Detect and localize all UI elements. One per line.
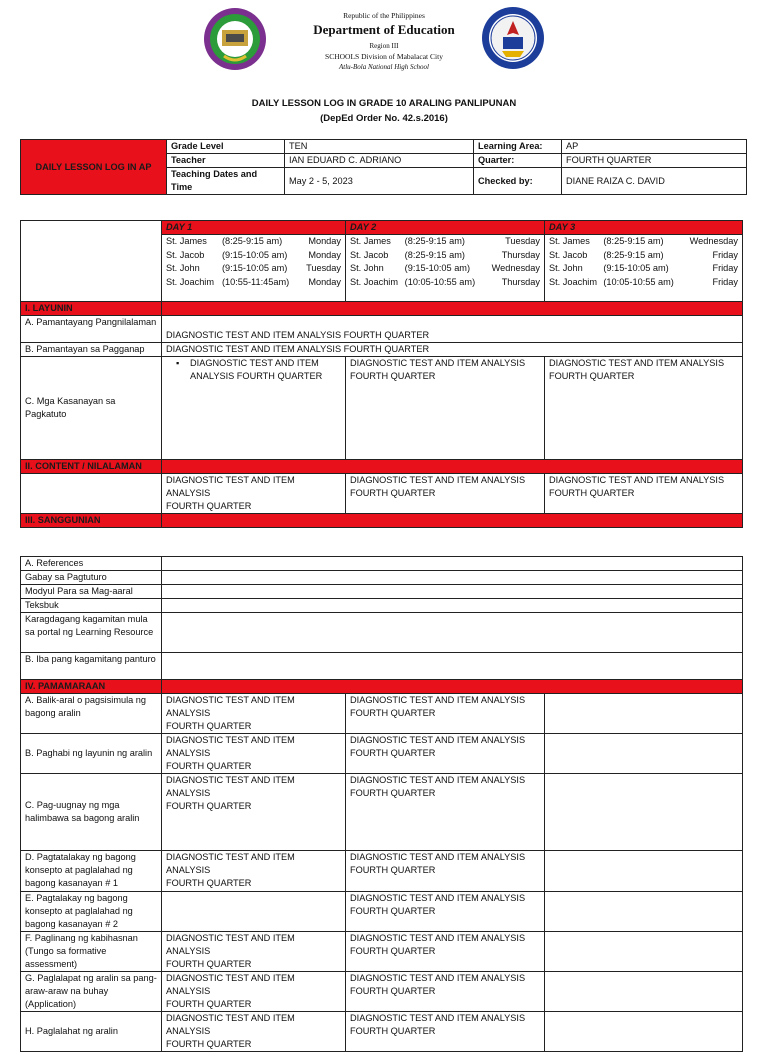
page-title: DAILY LESSON LOG IN GRADE 10 ARALING PANLIPUNAN — [251, 98, 517, 109]
section-day: Friday — [712, 249, 738, 260]
cell-line: FOURTH QUARTER — [350, 748, 436, 758]
cell-line: FOURTH QUARTER — [350, 946, 436, 956]
cell-paglalahat-day3 — [545, 1012, 743, 1052]
section-day: Monday — [308, 236, 341, 246]
content-label-blank — [21, 474, 162, 514]
label-paghabi: B. Paghabi ng layunin ng aralin — [21, 734, 162, 774]
deped-order: (DepEd Order No. 42.s.2016) — [320, 113, 448, 124]
cell-pamantayang: DIAGNOSTIC TEST AND ITEM ANALYSIS FOURTH QUARTER — [162, 316, 743, 343]
cell-kasanayan-day1 — [162, 357, 346, 460]
section-time: (8:25-9:15 am) — [603, 249, 664, 260]
cell-karagdagang — [162, 613, 743, 653]
cell-modyul — [162, 585, 743, 599]
label-kasanayan: C. Mga Kasanayan sa Pagkatuto — [21, 357, 162, 460]
cell-line: FOURTH QUARTER — [166, 801, 252, 811]
cell-line: DIAGNOSTIC TEST AND ITEM ANALYSIS — [350, 1013, 526, 1023]
cell-pagtalakay2-day3 — [545, 892, 743, 932]
section-sanggunian: III. SANGGUNIAN — [21, 514, 162, 528]
section-layunin-bar — [162, 302, 743, 316]
cell-line: DIAGNOSTIC TEST AND ITEM ANALYSIS — [350, 735, 526, 745]
schedule-day-3 — [549, 235, 738, 289]
cell-paglalapat-day1 — [162, 972, 346, 1012]
cell-line: DIAGNOSTIC TEST AND ITEM ANALYSIS — [166, 1013, 295, 1036]
label-teksbuk: Teksbuk — [21, 599, 162, 613]
cell-pagtalakay2-day2 — [346, 892, 545, 932]
cell-line: DIAGNOSTIC TEST AND ITEM ANALYSIS — [350, 893, 526, 903]
cell-line: DIAGNOSTIC TEST AND ITEM ANALYSIS — [350, 358, 526, 368]
section-time: (10:05-10:55 am) — [404, 276, 476, 287]
section-time: (9:15-10:05 am) — [404, 263, 471, 273]
checked-value: DIANE RAIZA C. DAVID — [562, 168, 747, 195]
section-day: Monday — [308, 249, 341, 260]
section-day: Thursday — [501, 249, 540, 260]
learning-area-label: Learning Area: — [474, 140, 562, 154]
teacher-value: IAN EDUARD C. ADRIANO — [285, 154, 474, 168]
checked-label: Checked by: — [474, 168, 562, 195]
cell-line: FOURTH QUARTER — [166, 721, 252, 731]
section-name: St. John — [166, 263, 200, 273]
section-time: (10:05-10:55 am) — [603, 276, 674, 287]
day-header: DAY 3 — [545, 221, 743, 235]
cell-paglalapat-day2 — [346, 972, 545, 1012]
label-modyul: Modyul Para sa Mag-aaral — [21, 585, 162, 599]
cell-pagtalakay1-day3 — [545, 851, 743, 892]
cell-line: FOURTH QUARTER — [549, 371, 635, 381]
info-table — [20, 139, 747, 195]
section-name: St. John — [549, 263, 583, 273]
cell-line: FOURTH QUARTER — [350, 788, 436, 798]
section-name: St. Joachim — [350, 276, 398, 287]
cell-kasanayan-day2 — [346, 357, 545, 460]
cell-kasanayan-day3 — [545, 357, 743, 460]
cell-line: DIAGNOSTIC TEST AND ITEM ANALYSIS — [166, 775, 295, 798]
section-day: Tuesday — [505, 236, 540, 246]
lesson-table-2 — [20, 556, 743, 1052]
cell-line: DIAGNOSTIC TEST AND ITEM ANALYSIS — [549, 475, 725, 485]
section-day: Wednesday — [689, 236, 738, 246]
label-pagugnay: C. Pag-uugnay ng mga halimbawa sa bagong aralin — [21, 774, 162, 851]
section-name: St. James — [166, 236, 207, 246]
cell-line: FOURTH QUARTER — [166, 959, 252, 969]
dates-value: May 2 - 5, 2023 — [285, 168, 474, 195]
cell-line: FOURTH QUARTER — [350, 1026, 436, 1036]
cell-line: DIAGNOSTIC TEST AND ITEM ANALYSIS — [166, 735, 295, 758]
quarter-value: FOURTH QUARTER — [562, 154, 747, 168]
section-pamamaraan: IV. PAMAMARAAN — [21, 680, 162, 694]
section-pamamaraan-bar — [162, 680, 743, 694]
section-time: (8:25-9:15 am) — [404, 249, 465, 260]
cell-line: FOURTH QUARTER — [350, 488, 436, 498]
section-name: St. James — [350, 236, 391, 246]
label-paglinang: F. Paglinang ng kabihasnan (Tungo sa formative assessment) — [21, 932, 162, 972]
label-pagganap: B. Pamantayan sa Pagganap — [21, 343, 162, 357]
section-name: St. James — [549, 236, 590, 246]
section-sanggunian-bar — [162, 514, 743, 528]
section-layunin: I. LAYUNIN — [21, 302, 162, 316]
cell-paglinang-day3 — [545, 932, 743, 972]
republic-label: Republic of the Philippines — [343, 11, 425, 20]
cell-line: DIAGNOSTIC TEST AND ITEM ANALYSIS — [350, 695, 526, 705]
cell-balik-day3 — [545, 694, 743, 734]
cell-paghabi-day2 — [346, 734, 545, 774]
label-balik: A. Balik-aral o pagsisimula ng bagong aralin — [21, 694, 162, 734]
cell-balik-day1 — [162, 694, 346, 734]
cell-paghabi-day1 — [162, 734, 346, 774]
cell-pagganap: DIAGNOSTIC TEST AND ITEM ANALYSIS FOURTH QUARTER — [162, 343, 743, 357]
label-pagtalakay2: E. Pagtalakay ng bagong konsepto at paglalahad ng bagong kasanayan # 2 — [21, 892, 162, 932]
cell-pagtalakay1-day2 — [346, 851, 545, 892]
schedule-day-2 — [350, 235, 540, 289]
label-references: A. References — [21, 557, 162, 571]
label-pagtalakay1: D. Pagtatalakay ng bagong konsepto at paglalahad ng bagong kasanayan # 1 — [21, 851, 162, 892]
region-label: Region III — [369, 42, 399, 50]
cell-pagtalakay2-day1 — [162, 892, 346, 932]
cell-line: DIAGNOSTIC TEST AND ITEM ANALYSIS — [350, 852, 526, 862]
day-header: DAY 2 — [346, 221, 545, 235]
section-day: Wednesday — [491, 263, 540, 273]
schedule-day-1 — [166, 235, 341, 289]
cell-gabay — [162, 571, 743, 585]
cell-line: FOURTH QUARTER — [549, 488, 635, 498]
cell-line: FOURTH QUARTER — [350, 986, 436, 996]
label-karagdagang: Karagdagang kagamitan mula sa portal ng Learning Resource — [21, 613, 162, 653]
cell-line: FOURTH QUARTER — [350, 865, 436, 875]
cell-content-day3 — [545, 474, 743, 514]
section-time: (9:15-10:05 am) — [221, 263, 288, 273]
section-time: (8:25-9:15 am) — [221, 236, 283, 246]
cell-line: DIAGNOSTIC TEST AND ITEM ANALYSIS — [350, 475, 526, 485]
bullet-icon: ▪ — [176, 358, 180, 368]
section-time: (10:55-11:45am) — [221, 276, 290, 287]
blank-corner — [21, 221, 162, 302]
section-day: Monday — [308, 276, 341, 287]
school-label: Atlu-Bola National High School — [338, 63, 430, 71]
learning-area-value: AP — [562, 140, 747, 154]
department-label: Department of Education — [313, 22, 455, 37]
cell-line: DIAGNOSTIC TEST AND ITEM ANALYSIS — [166, 973, 295, 996]
section-name: St. Jacob — [166, 249, 205, 260]
section-time: (9:15-10:05 am) — [603, 263, 669, 273]
cell-line: DIAGNOSTIC TEST AND ITEM ANALYSIS — [166, 475, 295, 498]
cell-line: DIAGNOSTIC TEST AND ITEM ANALYSIS — [350, 933, 526, 943]
cell-line: DIAGNOSTIC TEST AND ITEM ANALYSIS — [549, 358, 725, 368]
cell-paglalahat-day1 — [162, 1012, 346, 1052]
cell-pagugnay-day1 — [162, 774, 346, 851]
teacher-label: Teacher — [167, 154, 285, 168]
section-day: Tuesday — [306, 263, 341, 273]
label-paglalahat: H. Paglalahat ng aralin — [21, 1012, 162, 1052]
section-name: St. Joachim — [166, 276, 214, 287]
bullet-text: DIAGNOSTIC TEST AND ITEM — [190, 358, 319, 368]
cell-paglalahat-day2 — [346, 1012, 545, 1052]
section-name: St. Jacob — [549, 249, 588, 260]
label-pamantayang: A. Pamantayang Pangnilalaman — [21, 316, 162, 343]
cell-line: DIAGNOSTIC TEST AND ITEM ANALYSIS — [350, 775, 526, 785]
cell-line: FOURTH QUARTER — [166, 999, 252, 1009]
section-time: (9:15-10:05 am) — [221, 249, 288, 260]
section-day: Friday — [712, 263, 738, 273]
cell-iba — [162, 653, 743, 680]
cell-teksbuk — [162, 599, 743, 613]
cell-pagtalakay1-day1 — [162, 851, 346, 892]
quarter-label: Quarter: — [474, 154, 562, 168]
cell-balik-day2 — [346, 694, 545, 734]
grade-level-label: Grade Level — [167, 140, 285, 154]
cell-line: FOURTH QUARTER — [350, 371, 436, 381]
cell-references — [162, 557, 743, 571]
cell-pagugnay-day3 — [545, 774, 743, 851]
cell-line: FOURTH QUARTER — [350, 906, 436, 916]
cell-line: DIAGNOSTIC TEST AND ITEM ANALYSIS — [166, 695, 295, 718]
section-time: (8:25-9:15 am) — [603, 236, 664, 246]
cell-paglinang-day2 — [346, 932, 545, 972]
section-content-bar — [162, 460, 743, 474]
section-name: St. Jacob — [350, 249, 389, 260]
section-time: (8:25-9:15 am) — [404, 236, 465, 246]
grade-level-value: TEN — [285, 140, 474, 154]
cell-line: DIAGNOSTIC TEST AND ITEM ANALYSIS — [166, 933, 295, 956]
dates-label: Teaching Dates and Time — [167, 168, 285, 195]
bullet-text: ANALYSIS FOURTH QUARTER — [190, 371, 323, 381]
cell-line: FOURTH QUARTER — [350, 708, 436, 718]
label-gabay: Gabay sa Pagtuturo — [21, 571, 162, 585]
label-paglalapat: G. Paglalapat ng aralin sa pang-araw-araw na buhay (Application) — [21, 972, 162, 1012]
section-content: II. CONTENT / NILALAMAN — [21, 460, 162, 474]
lesson-table-1 — [20, 220, 743, 528]
label-iba: B. Iba pang kagamitang panturo — [21, 653, 162, 680]
cell-content-day2 — [346, 474, 545, 514]
cell-paghabi-day3 — [545, 734, 743, 774]
cell-line: FOURTH QUARTER — [166, 761, 252, 771]
cell-content-day1 — [162, 474, 346, 514]
info-label: DAILY LESSON LOG IN AP — [21, 140, 167, 195]
cell-line: DIAGNOSTIC TEST AND ITEM ANALYSIS — [166, 852, 295, 875]
cell-line: FOURTH QUARTER — [166, 501, 252, 511]
section-name: St. John — [350, 263, 384, 273]
division-label: SCHOOLS Division of Mabalacat City — [325, 52, 443, 61]
cell-line: FOURTH QUARTER — [166, 1039, 252, 1049]
section-day: Thursday — [501, 276, 540, 287]
cell-line: FOURTH QUARTER — [166, 878, 252, 888]
section-day: Friday — [712, 276, 738, 287]
cell-paglinang-day1 — [162, 932, 346, 972]
cell-pagugnay-day2 — [346, 774, 545, 851]
cell-paglalapat-day3 — [545, 972, 743, 1012]
section-name: St. Joachim — [549, 276, 597, 287]
cell-line: DIAGNOSTIC TEST AND ITEM ANALYSIS — [350, 973, 526, 983]
day-header: DAY 1 — [162, 221, 346, 235]
